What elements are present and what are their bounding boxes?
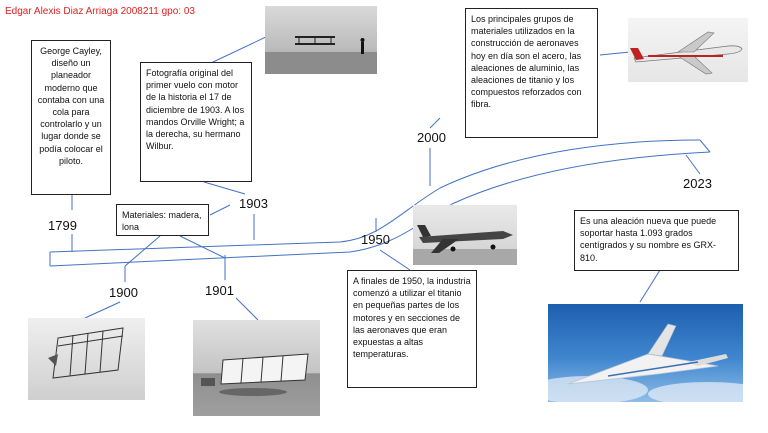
event-1903-box [140,62,252,182]
event-2023-box [574,210,739,271]
glider-1900-photo [28,318,145,400]
event-1903-text: Fotografía original del primer vuelo con motor de la historia el 17 de diciembre de 1903. A los mandos Orville Wright; a la derecha, su hermano Wilbur. [146,68,245,152]
year-1799: 1799 [48,218,77,233]
event-1900-materials-box [116,204,209,236]
glider-1901-photo [193,320,320,416]
year-1901: 1901 [205,283,234,298]
event-2000-box [465,8,598,138]
event-2023-text: Es una aleación nueva que puede soportar hasta 1.093 grados centígrados y su nombre es GRX-810. [580,216,717,263]
year-1900: 1900 [109,285,138,300]
event-1799-box [31,40,111,195]
event-1950-text: A finales de 1950, la industria comenzó a utilizar el titanio en pequeñas partes de los motores y en secciones de las aeronaves que eran expuestas a altas temperaturas. [353,276,471,360]
year-2023: 2023 [683,176,712,191]
event-1900-text: Materiales: madera, lona [122,210,202,232]
year-1950: 1950 [361,232,390,247]
author-header: Edgar Alexis Diaz Arriaga 2008211 gpo: 03 [5,6,195,17]
jumbo-jet-photo [628,18,748,82]
year-2000: 2000 [417,130,446,145]
jet-1950-photo [413,205,517,265]
event-2000-text: Los principales grupos de materiales utilizados en la construcción de aeronaves hoy en día son el acero, las aleaciones de aluminio, las aleaciones de titanio y los compuestos reforzados con fibra. [471,14,582,110]
year-1903: 1903 [239,196,268,211]
wright-first-flight-photo [265,6,377,74]
future-aircraft-photo [548,304,743,402]
event-1950-box [347,270,477,388]
event-1799-text: George Cayley, diseño un planeador moderno que contaba con una cola para controlarlo y un lugar donde se podía colocar el piloto. [37,46,105,166]
